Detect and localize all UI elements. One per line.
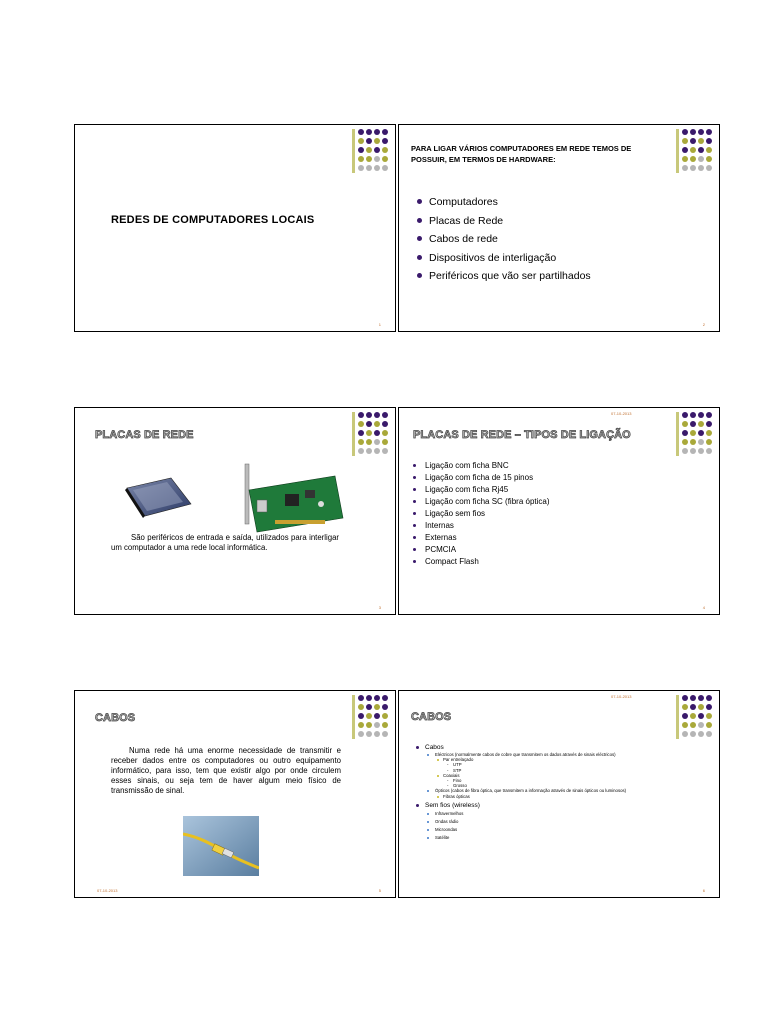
list-item: Internas: [413, 520, 550, 532]
list-item: Ligação com ficha SC (fibra óptica): [413, 496, 550, 508]
slide-title: CABOS: [95, 712, 136, 724]
bullet-icon: [437, 759, 439, 761]
page-number: 6: [702, 888, 705, 893]
decorative-dot: [366, 448, 372, 454]
list-item: - UTP: [447, 762, 462, 768]
network-cable-image: [183, 816, 259, 876]
decorative-dot: [690, 129, 696, 135]
decorative-dot: [706, 704, 712, 710]
list-item: Cabos: [413, 743, 703, 752]
list-item: Dispositivos de interligação: [417, 249, 591, 268]
decorative-dot: [382, 138, 388, 144]
list-item: Fibras ópticas: [413, 794, 703, 799]
bullet-icon: [417, 218, 422, 223]
decorative-dot: [682, 129, 688, 135]
decorative-dot: [706, 165, 712, 171]
pcmcia-card-image: [123, 476, 193, 518]
list-item: Ligação com ficha Rj45: [413, 484, 550, 496]
decorative-dot: [706, 439, 712, 445]
decorative-dot: [682, 165, 688, 171]
bullet-icon: [427, 821, 429, 823]
decorative-dot: [682, 439, 688, 445]
decorative-dot: [698, 430, 704, 436]
decorative-dot: [690, 439, 696, 445]
bullet-icon: [427, 790, 429, 792]
decorative-dot: [698, 165, 704, 171]
decorative-dot: [698, 439, 704, 445]
slide-6: [398, 690, 720, 898]
bullet-icon: [413, 500, 416, 503]
decorative-dot: [690, 421, 696, 427]
decorative-dot: [382, 722, 388, 728]
list-item: Ligação com ficha BNC: [413, 460, 550, 472]
slide-title: PLACAS DE REDE: [95, 429, 194, 441]
decorative-dot: [690, 695, 696, 701]
decorative-dot: [698, 695, 704, 701]
slide-paragraph: São periféricos de entrada e saída, utilizados para interligar um computador a uma rede local informática.: [111, 533, 339, 552]
dots-decoration: [352, 129, 386, 173]
bullet-icon: [413, 488, 416, 491]
list-item: Compact Flash: [413, 556, 550, 568]
dots-decoration: [352, 695, 386, 739]
decorative-dot: [690, 704, 696, 710]
list-item: PCMCIA: [413, 544, 550, 556]
decorative-dot: [382, 713, 388, 719]
decorative-dot: [358, 722, 364, 728]
decorative-dot: [706, 722, 712, 728]
decorative-dot: [706, 156, 712, 162]
slide-1: [74, 124, 396, 332]
bullet-icon: [413, 548, 416, 551]
decorative-dot: [366, 412, 372, 418]
bullet-icon: [413, 560, 416, 563]
decorative-dot: [366, 421, 372, 427]
decorative-dot: [374, 147, 380, 153]
decorative-dot: [358, 430, 364, 436]
list-item: Par entrelaçado: [413, 757, 703, 762]
decorative-dot: [358, 129, 364, 135]
bullet-icon: [417, 273, 422, 278]
decorative-dot: [698, 731, 704, 737]
list-item: Satélite: [413, 834, 703, 842]
decorative-dot: [366, 704, 372, 710]
list-item: Ligação com ficha de 15 pinos: [413, 472, 550, 484]
decorative-dot: [374, 704, 380, 710]
bullet-icon: [413, 524, 416, 527]
slide-title: PLACAS DE REDE – TIPOS DE LIGAÇÃO: [413, 429, 631, 441]
decorative-dot: [358, 165, 364, 171]
decorative-dot: [706, 731, 712, 737]
decorative-dot: [698, 129, 704, 135]
list-item: Cabos de rede: [417, 230, 591, 249]
dash-icon: -: [447, 767, 449, 773]
decorative-dot: [358, 147, 364, 153]
decorative-dot: [374, 412, 380, 418]
hardware-list: [417, 193, 591, 286]
decorative-dot: [690, 138, 696, 144]
decorative-dot: [706, 129, 712, 135]
decorative-dot: [682, 147, 688, 153]
decorative-dot: [706, 412, 712, 418]
decorative-dot: [706, 695, 712, 701]
bullet-icon: [413, 464, 416, 467]
slide-heading: PARA LIGAR VÁRIOS COMPUTADORES EM REDE TEMOS DE POSSUIR, EM TERMOS DE HARDWARE:: [411, 144, 632, 164]
list-item: - STP: [447, 767, 462, 773]
list-item: Ligação sem fios: [413, 508, 550, 520]
decorative-dot: [706, 147, 712, 153]
decorative-dot: [358, 156, 364, 162]
decorative-dot: [374, 430, 380, 436]
decorative-dot: [366, 713, 372, 719]
decorative-dot: [682, 722, 688, 728]
decorative-dot: [374, 722, 380, 728]
decorative-dot: [366, 165, 372, 171]
bullet-icon: [413, 512, 416, 515]
decorative-dot: [374, 138, 380, 144]
decorative-dot: [690, 412, 696, 418]
decorative-dot: [366, 439, 372, 445]
slide-5: [74, 690, 396, 898]
decorative-dot: [382, 439, 388, 445]
list-item: - Grosso: [447, 783, 467, 789]
slide-date: 07-10-2013: [611, 411, 632, 416]
list-item: Ópticos (cabos de fibra óptica, que transmitem a informação através de sinais ópticos ou luminosos): [413, 788, 703, 793]
decorative-dot: [358, 713, 364, 719]
list-item: Coaxiais: [413, 773, 703, 778]
decorative-dot: [682, 421, 688, 427]
bullet-icon: [417, 255, 422, 260]
decorative-dot: [682, 731, 688, 737]
decorative-dot: [690, 722, 696, 728]
decorative-dot: [698, 412, 704, 418]
decorative-dot: [374, 421, 380, 427]
decorative-dot: [382, 147, 388, 153]
list-item: Periféricos que vão ser partilhados: [417, 267, 591, 286]
bullet-icon: [427, 829, 429, 831]
decorative-dot: [706, 430, 712, 436]
decorative-dot: [690, 165, 696, 171]
decorative-dot: [358, 439, 364, 445]
page-number: 1: [378, 322, 381, 327]
bullet-icon: [437, 796, 439, 798]
slide-title: REDES DE COMPUTADORES LOCAIS: [111, 214, 315, 226]
list-item: Sem fios (wireless): [413, 801, 703, 810]
bullet-icon: [413, 476, 416, 479]
decorative-dot: [366, 138, 372, 144]
slide-4: [398, 407, 720, 615]
decorative-dot: [682, 448, 688, 454]
decorative-dot: [374, 448, 380, 454]
decorative-dot: [374, 713, 380, 719]
slide-title: CABOS: [411, 711, 452, 723]
list-item: Eléctricos (normalmente cabos de cobre que transmitem os dados através de sinais eléctricos): [413, 752, 703, 757]
bullet-icon: [427, 813, 429, 815]
decorative-dot: [374, 695, 380, 701]
list-item: Computadores: [417, 193, 591, 212]
decorative-dot: [682, 412, 688, 418]
decorative-dot: [366, 147, 372, 153]
page-number: 5: [378, 888, 381, 893]
list-item: - Fino: [447, 778, 462, 784]
decorative-dot: [382, 448, 388, 454]
decorative-dot: [706, 138, 712, 144]
decorative-dot: [358, 695, 364, 701]
bullet-icon: [417, 199, 422, 204]
decorative-dot: [358, 421, 364, 427]
decorative-dot: [698, 156, 704, 162]
bullet-icon: [416, 804, 419, 807]
bullet-icon: [413, 536, 416, 539]
list-item: Placas de Rede: [417, 212, 591, 231]
decorative-dot: [698, 138, 704, 144]
decorative-dot: [374, 439, 380, 445]
list-item: Infravermelhos: [413, 810, 703, 818]
decorative-dot: [682, 138, 688, 144]
decorative-dot: [382, 731, 388, 737]
decorative-dot: [382, 430, 388, 436]
dots-decoration: [352, 412, 386, 456]
decorative-dot: [382, 704, 388, 710]
slide-date: 07-10-2013: [97, 888, 118, 893]
decorative-dot: [358, 448, 364, 454]
decorative-dot: [698, 713, 704, 719]
decorative-dot: [374, 165, 380, 171]
slide-3: [74, 407, 396, 615]
decorative-dot: [682, 695, 688, 701]
decorative-dot: [358, 412, 364, 418]
decorative-dot: [690, 430, 696, 436]
dash-icon: -: [447, 783, 449, 789]
decorative-dot: [698, 448, 704, 454]
decorative-dot: [682, 704, 688, 710]
dots-decoration: [676, 412, 710, 456]
decorative-dot: [690, 713, 696, 719]
decorative-dot: [698, 421, 704, 427]
bullet-icon: [417, 236, 422, 241]
decorative-dot: [382, 165, 388, 171]
decorative-dot: [358, 138, 364, 144]
decorative-dot: [682, 713, 688, 719]
decorative-dot: [366, 722, 372, 728]
decorative-dot: [706, 448, 712, 454]
decorative-dot: [698, 722, 704, 728]
slide-2: [398, 124, 720, 332]
bullet-icon: [427, 837, 429, 839]
decorative-dot: [690, 448, 696, 454]
dots-decoration: [676, 695, 710, 739]
decorative-dot: [366, 430, 372, 436]
bullet-icon: [427, 754, 429, 756]
list-item: Ondas rádio: [413, 818, 703, 826]
decorative-dot: [366, 129, 372, 135]
decorative-dot: [358, 731, 364, 737]
decorative-dot: [706, 713, 712, 719]
decorative-dot: [382, 695, 388, 701]
dash-icon: -: [447, 778, 449, 784]
decorative-dot: [366, 731, 372, 737]
decorative-dot: [706, 421, 712, 427]
bullet-icon: [416, 746, 419, 749]
decorative-dot: [382, 421, 388, 427]
page-number: 2: [702, 322, 705, 327]
decorative-dot: [682, 430, 688, 436]
decorative-dot: [690, 731, 696, 737]
dash-icon: -: [447, 762, 449, 768]
slide-paragraph: Numa rede há uma enorme necessidade de transmitir e receber dados entre os computadores ou outro equipamento informático, para isso, tem que existir algo por onde circulem esses sinais, ou seja tem de haver algum meio físico de transmissão de sinal.: [111, 746, 341, 795]
decorative-dot: [374, 129, 380, 135]
cable-types-tree: [413, 743, 703, 842]
page-number: 3: [378, 605, 381, 610]
decorative-dot: [382, 156, 388, 162]
bullet-icon: [437, 775, 439, 777]
dots-decoration: [676, 129, 710, 173]
decorative-dot: [698, 704, 704, 710]
page-number: 4: [702, 605, 705, 610]
decorative-dot: [366, 156, 372, 162]
decorative-dot: [374, 731, 380, 737]
decorative-dot: [690, 156, 696, 162]
slide-date: 07-10-2013: [611, 694, 632, 699]
list-item: Microondas: [413, 826, 703, 834]
decorative-dot: [690, 147, 696, 153]
pci-network-card-image: [235, 460, 347, 538]
decorative-dot: [374, 156, 380, 162]
decorative-dot: [366, 695, 372, 701]
decorative-dot: [382, 129, 388, 135]
decorative-dot: [382, 412, 388, 418]
connection-types-list: [413, 460, 550, 568]
decorative-dot: [358, 704, 364, 710]
decorative-dot: [698, 147, 704, 153]
list-item: Externas: [413, 532, 550, 544]
decorative-dot: [682, 156, 688, 162]
